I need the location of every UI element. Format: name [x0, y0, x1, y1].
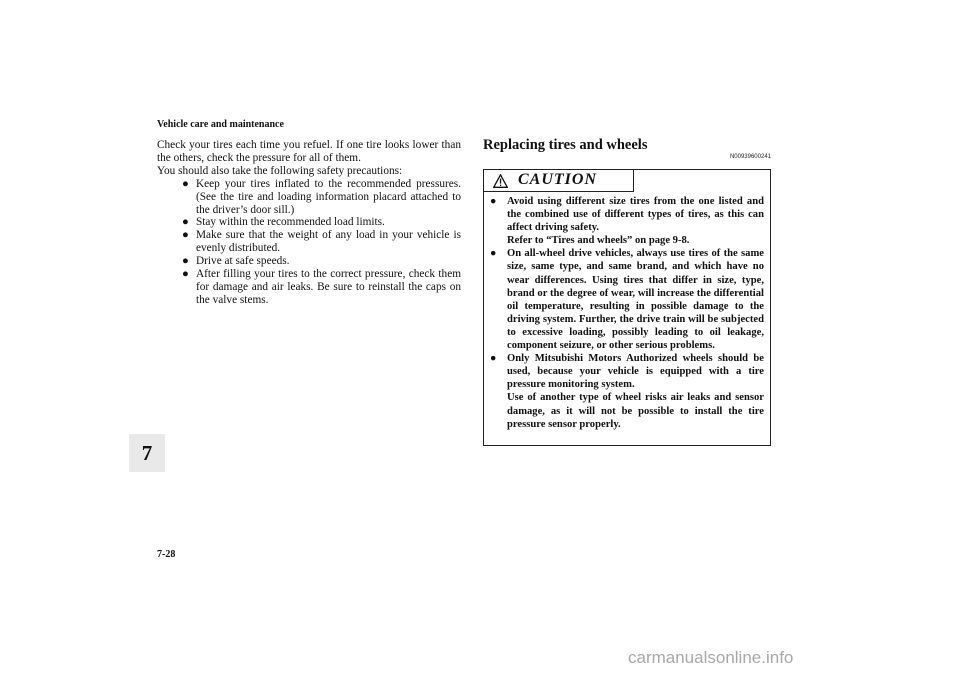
list-item-text: Keep your tires inflated to the recommended pressures. (See the tire and loading information placard attached to the driver’s door sill.): [196, 177, 461, 216]
precautions-lead: You should also take the following safety precautions:: [157, 164, 403, 177]
caution-box: [483, 169, 771, 446]
caution-text: Only Mitsubishi Motors Authorized wheels should be used, because your vehicle is equipped with a tire pressure monitoring system.: [507, 353, 764, 391]
list-item: [157, 255, 461, 268]
caution-label: CAUTION: [518, 171, 598, 188]
bullet-icon: ●: [182, 268, 189, 281]
caution-reference: Refer to “Tires and wheels” on page 9-8.: [507, 235, 690, 247]
bullet-icon: ●: [490, 353, 497, 365]
tire-check-section: [157, 139, 461, 307]
intro-paragraph: Check your tires each time you refuel. If one tire looks lower than the others, check the pressure for all of them.: [157, 139, 461, 164]
chapter-tab: 7: [129, 434, 165, 472]
watermark-link[interactable]: carmanualsonline.info: [628, 648, 794, 667]
list-item: [490, 247, 764, 352]
page-number: 7-28: [157, 549, 176, 560]
bullet-icon: ●: [182, 229, 189, 242]
reference-code: N00939600241: [729, 154, 771, 160]
list-item: [157, 178, 461, 217]
list-item: [157, 216, 461, 229]
bullet-icon: ●: [490, 196, 497, 207]
bullet-icon: ●: [490, 248, 497, 260]
bullet-icon: ●: [182, 255, 189, 268]
section-title: Replacing tires and wheels: [483, 137, 648, 153]
list-item-text: After filling your tires to the correct pressure, check them for damage and air leaks. Be sure to reinstall the caps on the valve stems.: [196, 268, 461, 306]
caution-text: Avoid using different size tires from the one listed and the combined use of different types of tires, as this can affect driving safety.: [507, 196, 764, 234]
bullet-icon: ●: [182, 177, 189, 190]
list-item: [157, 268, 461, 307]
list-item-text: Drive at safe speeds.: [196, 255, 290, 268]
caution-header: [484, 170, 634, 192]
list-item: [157, 229, 461, 255]
caution-list: [490, 195, 764, 431]
list-item-text: Stay within the recommended load limits.: [196, 216, 385, 229]
list-item-text: Make sure that the weight of any load in your vehicle is evenly distributed.: [196, 229, 461, 255]
list-item: [490, 195, 764, 247]
list-item: [490, 352, 764, 431]
caution-text: On all-wheel drive vehicles, always use tires of the same size, same type, and same brand, and which have no wear differences. Using tires that differ in size, type, brand or the degree of wear, will increase the differential oil temperature, resulting in possible damage to the driving system. Further, the drive train will be subjected to excessive loading, possibly leading to oil leakage, component seizure, or other serious problems.: [507, 248, 764, 352]
caution-note: Use of another type of wheel risks air leaks and sensor damage, as it will not be possible to install the tire pressure sensor properly.: [507, 392, 764, 430]
warning-triangle-icon: [493, 174, 508, 188]
precautions-list: [157, 178, 461, 307]
section-header: Vehicle care and maintenance: [157, 119, 284, 130]
bullet-icon: ●: [182, 216, 189, 229]
